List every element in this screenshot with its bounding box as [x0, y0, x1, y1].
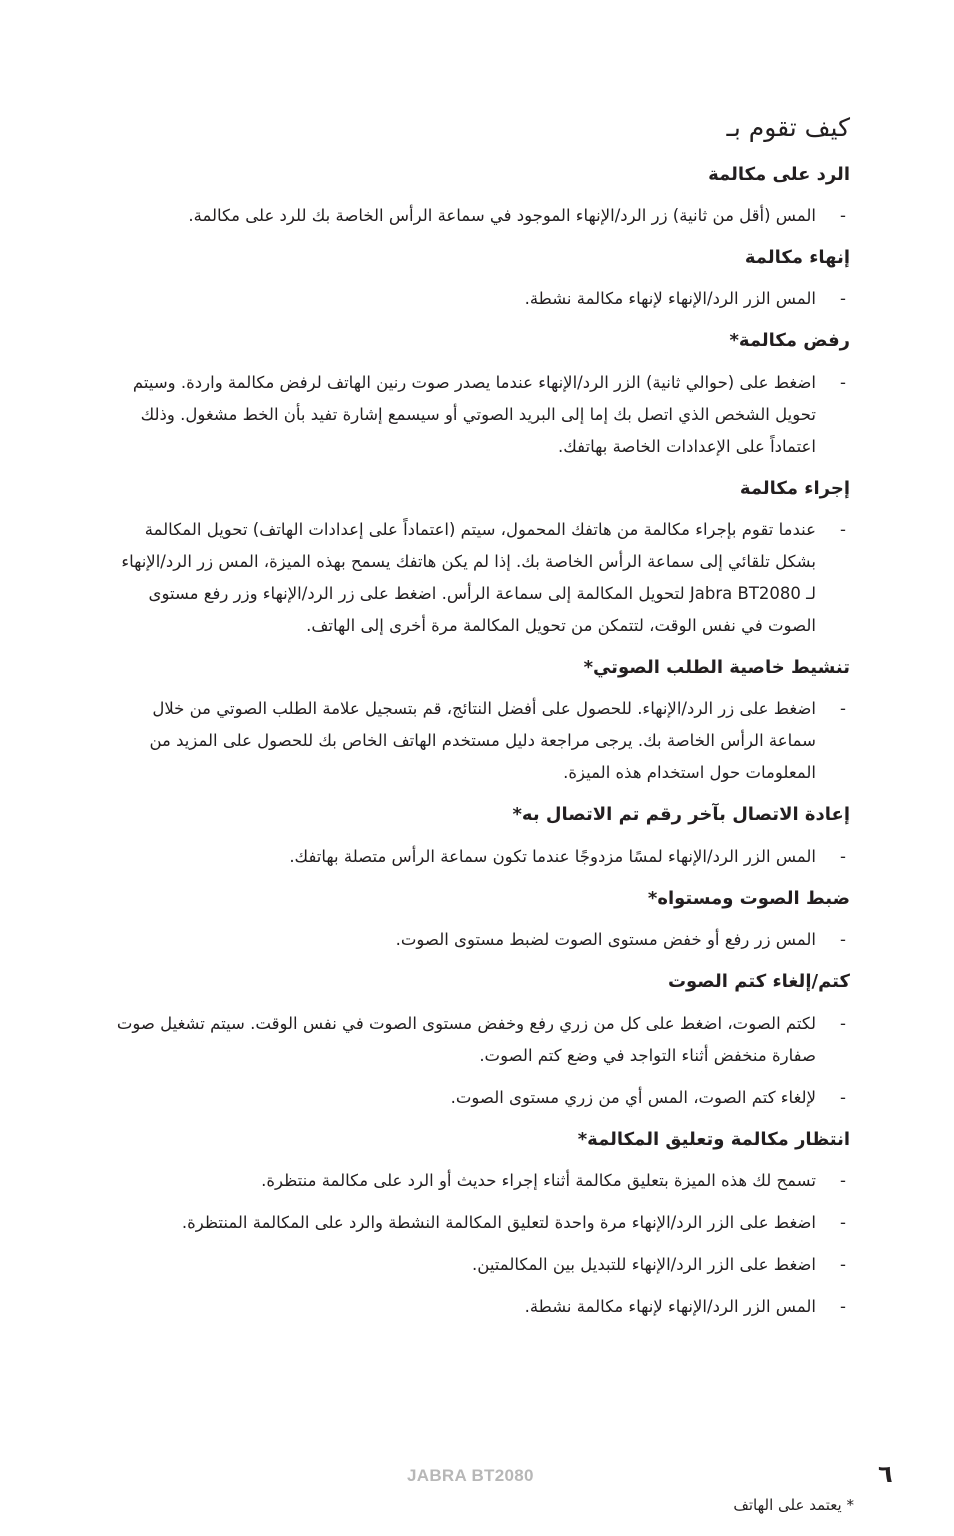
list-item — [108, 1082, 850, 1114]
list-item — [108, 1207, 850, 1239]
section-title: رفض مكالمة* — [729, 330, 850, 352]
instruction-list — [108, 693, 850, 789]
instruction-list — [108, 283, 850, 315]
section-title: انتظار مكالمة وتعليق المكالمة* — [577, 1128, 850, 1150]
bullet-dash: - — [840, 289, 846, 309]
item-text: المس الزر الرد/الإنهاء لإنهاء مكالمة نشطة. — [524, 289, 816, 309]
instruction-list — [108, 514, 850, 642]
bullet-dash: - — [840, 1087, 846, 1107]
sections-container — [108, 163, 850, 1324]
page-title: كيف تقوم بـ — [726, 113, 850, 142]
item-text: عندما تقوم بإجراء مكالمة من هاتفك المحمول، سيتم (اعتماداً على إعدادات الهاتف) تحويل المكالمة بشكل تلقائي إلى سماعة الرأس الخاصة بك. إذا لم يكن هاتفك يسمح بهذه الميزة، المس زر الرد/الإنهاء لـ Jabra BT2080 لتحويل المكالمة إلى سماعة الرأس. اضغط على زر الرد/الإنهاء وزر رفع مستوى الصوت في نفس الوقت، لتتمكن من تحويل المكالمة مرة أخرى إلى الهاتف. — [121, 520, 816, 636]
bullet-dash: - — [840, 1171, 846, 1191]
section — [108, 887, 850, 956]
item-text: المس زر رفع أو خفض مستوى الصوت لضبط مستوى الصوت. — [395, 930, 816, 950]
section-title: إنهاء مكالمة — [744, 246, 850, 268]
section — [108, 1128, 850, 1323]
bullet-dash: - — [840, 699, 846, 719]
item-text: لإلغاء كتم الصوت، المس أي من زري مستوى الصوت. — [450, 1087, 816, 1107]
section — [108, 329, 850, 462]
item-text: اضغط على (حوالي ثانية) الزر الرد/الإنهاء عندما يصدر صوت رنين الهاتف لرفض مكالمة واردة. وسيتم تحويل الشخص الذي اتصل بك إما إلى البريد الصوتي أو سيسمع إشارة تفيد بأن الخط مشغول. وذلك اعتماداً على الإعدادات الخاصة بهاتفك. — [132, 372, 816, 456]
bullet-dash: - — [840, 1255, 846, 1275]
list-item — [108, 283, 850, 315]
item-text: المس الزر الرد/الإنهاء لإنهاء مكالمة نشطة. — [524, 1297, 816, 1317]
instruction-list — [108, 924, 850, 956]
manual-page — [108, 112, 850, 1337]
instruction-list — [108, 1165, 850, 1323]
bullet-dash: - — [840, 205, 846, 225]
section-title: كتم/إلغاء كتم الصوت — [667, 971, 850, 993]
section-title: إجراء مكالمة — [739, 477, 850, 499]
list-item — [108, 367, 850, 463]
section — [108, 970, 850, 1113]
item-text: اضغط على الزر الرد/الإنهاء مرة واحدة لتعليق المكالمة النشطة والرد على المكالمة المنتظرة. — [181, 1213, 816, 1233]
item-text: المس (أقل من ثانية) زر الرد/الإنهاء الموجود في سماعة الرأس الخاصة بك للرد على مكالمة. — [188, 205, 816, 225]
section — [108, 477, 850, 642]
bullet-dash: - — [840, 846, 846, 866]
section — [108, 246, 850, 315]
list-item — [108, 514, 850, 642]
section — [108, 803, 850, 872]
footer-brand: JABRA BT2080 — [407, 1466, 534, 1485]
instruction-list — [108, 1008, 850, 1114]
section-title: تنشيط خاصية الطلب الصوتي* — [583, 657, 850, 679]
bullet-dash: - — [840, 1013, 846, 1033]
footnote: * يعتمد على الهاتف — [733, 1496, 854, 1514]
list-item — [108, 693, 850, 789]
section-title: الرد على مكالمة — [708, 163, 850, 185]
list-item — [108, 924, 850, 956]
list-item — [108, 841, 850, 873]
bullet-dash: - — [840, 930, 846, 950]
list-item — [108, 1249, 850, 1281]
instruction-list — [108, 841, 850, 873]
item-text: اضغط على الزر الرد/الإنهاء للتبديل بين المكالمتين. — [472, 1255, 816, 1275]
bullet-dash: - — [840, 1297, 846, 1317]
instruction-list — [108, 367, 850, 463]
section — [108, 163, 850, 232]
item-text: تسمح لك هذه الميزة بتعليق مكالمة أثناء إجراء حديث أو الرد على مكالمة منتظرة. — [261, 1171, 816, 1191]
list-item — [108, 1291, 850, 1323]
item-text: اضغط على زر الرد/الإنهاء. للحصول على أفضل النتائج، قم بتسجيل علامة الطلب الصوتي من خلال سماعة الرأس الخاصة بك. يرجى مراجعة دليل مستخدم الهاتف الخاص بك للحصول على المزيد من المعلومات حول استخدام هذه الميزة. — [149, 699, 816, 783]
bullet-dash: - — [840, 1213, 846, 1233]
section-title: إعادة الاتصال بآخر رقم تم الاتصال به* — [512, 804, 850, 826]
item-text: لكتم الصوت، اضغط على كل من زري رفع وخفض مستوى الصوت في نفس الوقت. سيتم تشغيل صوت صفارة منخفض أثناء التواجد في وضع كتم الصوت. — [116, 1013, 816, 1065]
section-title: ضبط الصوت ومستواه* — [647, 887, 850, 909]
list-item — [108, 200, 850, 232]
list-item — [108, 1165, 850, 1197]
instruction-list — [108, 200, 850, 232]
bullet-dash: - — [840, 520, 846, 540]
page-number: ٦ — [878, 1460, 893, 1488]
item-text: المس الزر الرد/الإنهاء لمسًا مزدوجًا عندما تكون سماعة الرأس متصلة بهاتفك. — [289, 846, 816, 866]
list-item — [108, 1008, 850, 1072]
bullet-dash: - — [840, 372, 846, 392]
section — [108, 656, 850, 789]
